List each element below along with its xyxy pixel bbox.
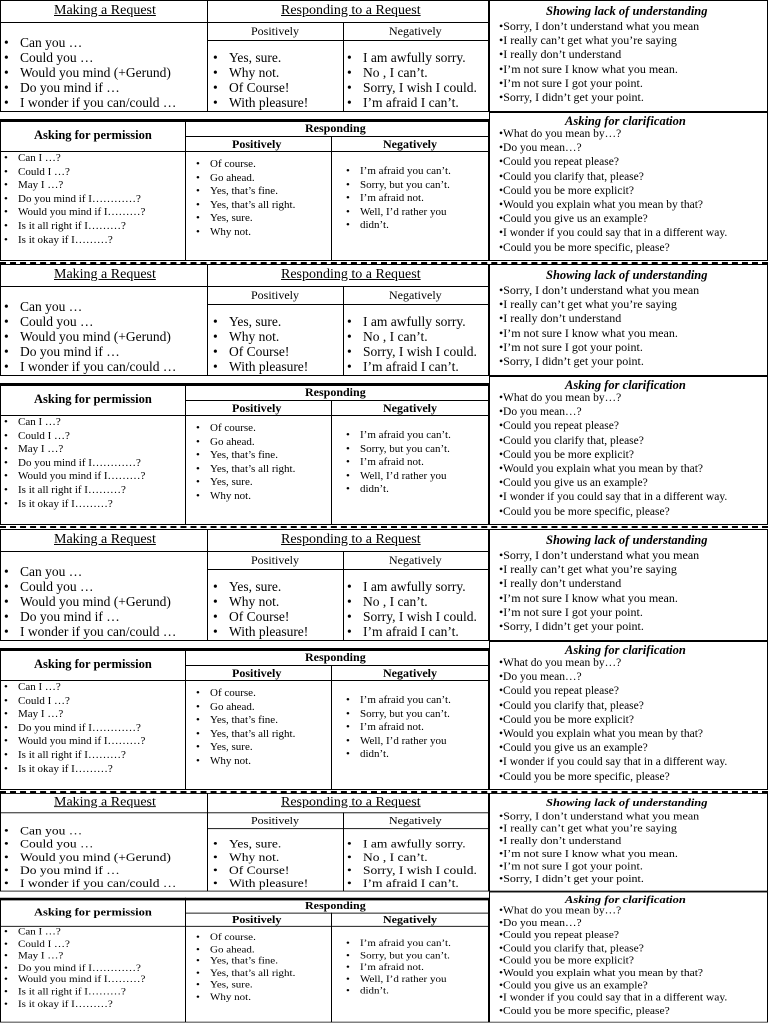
list-item: • Yes, that’s all right. [196,728,295,742]
permission-negative-list [346,938,451,998]
list-item: • I’m afraid you can’t. [346,165,451,179]
list-item: • Would you mind if I………? [4,206,145,220]
understanding-title: Showing lack of understanding [546,4,708,18]
list-item: • Can you … [4,564,176,579]
list-item: • Would you mind (+Gerund) [4,329,176,344]
cut-line [0,526,768,528]
list-item: • Do you mean…? [499,670,727,684]
list-item: • Can I …? [4,681,145,695]
list-item: • Would you explain what you mean by that? [499,462,727,476]
list-item: • I am awfully sorry. [347,314,477,329]
clarification-title: Asking for clarification [565,114,686,128]
list-item: • May I …? [4,951,145,963]
list-item: • Why not. [213,850,308,863]
list-item: • Is it all right if I………? [4,749,145,763]
list-item: • I really can’t get what you’re saying [499,822,699,834]
list-item: • Yes, that’s fine. [196,956,295,968]
permission-negative-list [346,694,451,762]
list-item: • May I …? [4,443,145,457]
list-item: • Could you clarify that, please? [499,170,727,184]
request-negative-list [347,50,477,110]
responding-title: Responding [305,121,366,135]
list-item: • Of course. [196,422,295,436]
list-item: • Can you … [4,824,176,837]
clarification-title: Asking for clarification [565,893,686,906]
list-item: • Do you mind if … [4,863,176,876]
negative-label: Negatively [389,814,442,827]
list-item: • I wonder if you could say that in a different way. [499,992,727,1004]
understanding-list [499,548,699,633]
list-item: • Would you explain what you mean by that? [499,198,727,212]
list-item: • No , I can’t. [347,850,477,863]
list-item: • Sorry, I don’t understand what you mean [499,810,699,822]
request-positive-list [213,579,308,639]
understanding-title: Showing lack of understanding [546,268,708,282]
list-item: • Yes, that’s fine. [196,714,295,728]
list-item: • Do you mean…? [499,917,727,929]
request-list [4,299,176,374]
list-item: • Yes, sure. [196,476,295,490]
divider [331,400,332,525]
list-item: • Could you give us an example? [499,741,727,755]
list-item: • Yes, that’s all right. [196,463,295,477]
permission-negative-list [346,429,451,497]
list-item: • Yes, sure. [213,837,308,850]
divider [185,648,186,790]
list-item: • Could you repeat please? [499,930,727,942]
permission-positive-list [196,687,295,769]
divider [0,286,489,287]
list-item: • I am awfully sorry. [347,50,477,65]
list-item: • I really don’t understand [499,47,699,61]
positive-label: Positively [251,24,300,38]
list-item: • Is it okay if I………? [4,999,145,1011]
divider [343,22,344,112]
list-item: • didn’t. [346,483,451,497]
list-item: • Could you be more explicit? [499,955,727,967]
list-item: • I’m not sure I know what you mean. [499,847,699,859]
list-item: • Could you be more explicit? [499,184,727,198]
list-item: • Sorry, I don’t understand what you mean [499,283,699,297]
request-title: Making a Request [54,532,156,547]
list-item: • I’m not sure I know what you mean. [499,326,699,340]
list-item: • I wonder if you could say that in a different way. [499,226,727,240]
request-list [4,35,176,110]
divider [185,383,186,525]
list-item: • Could I …? [4,166,145,180]
list-item: • Yes, sure. [196,741,295,755]
list-item: • Do you mind if I…………? [4,193,145,207]
negative-label: Negatively [383,137,437,151]
list-item: • didn’t. [346,986,451,998]
list-item: • I really can’t get what you’re saying [499,562,699,576]
list-item: • Yes, that’s fine. [196,185,295,199]
clarification-list [499,905,727,1017]
list-item: • Yes, that’s all right. [196,199,295,213]
divider [185,136,489,137]
list-item: • Of course. [196,932,295,944]
list-item: • May I …? [4,179,145,193]
list-item: • Can you … [4,35,176,50]
list-item: • Do you mean…? [499,405,727,419]
list-item: • I’m afraid not. [346,192,451,206]
list-item: • Of Course! [213,863,308,876]
divider [0,22,489,23]
permission-list [4,152,145,247]
list-item: • I’m afraid I can’t. [347,877,477,890]
list-item: • I’m not sure I know what you mean. [499,591,699,605]
list-item: • Could I …? [4,430,145,444]
divider [185,665,489,666]
list-item: • Could you … [4,314,176,329]
list-item: • Do you mind if … [4,609,176,624]
list-item: • I wonder if you can/could … [4,95,176,110]
negative-label: Negatively [383,401,437,415]
divider [207,304,489,305]
negative-label: Negatively [383,666,437,680]
list-item: • Would you mind if I………? [4,735,145,749]
list-item: • I’m not sure I got your point. [499,605,699,619]
list-item: • Sorry, I didn’t get your point. [499,90,699,104]
request-list [4,564,176,639]
list-item: • Is it all right if I………? [4,484,145,498]
clarification-title: Asking for clarification [565,378,686,392]
negative-label: Negatively [389,553,442,567]
list-item: • Why not. [213,329,308,344]
list-item: • Why not. [196,490,295,504]
list-item: • No , I can’t. [347,65,477,80]
clarification-title: Asking for clarification [565,643,686,657]
list-item: • didn’t. [346,219,451,233]
list-item: • Do you mind if I…………? [4,963,145,975]
positive-label: Positively [232,666,282,680]
list-item: • Can you … [4,299,176,314]
list-item: • Why not. [213,594,308,609]
divider [207,828,489,829]
negative-label: Negatively [383,913,437,926]
list-item: • Yes, that’s fine. [196,449,295,463]
list-item: • Could you be more specific, please? [499,241,727,255]
divider [331,136,332,261]
list-item: • Well, I’d rather you [346,974,451,986]
list-item: • Could you repeat please? [499,684,727,698]
permission-list [4,927,145,1011]
list-item: • Yes, sure. [213,314,308,329]
list-item: • I wonder if you can/could … [4,877,176,890]
permission-title: Asking for permission [34,392,152,406]
list-item: • Of Course! [213,80,308,95]
permission-list [4,416,145,511]
list-item: • I really can’t get what you’re saying [499,297,699,311]
positive-label: Positively [251,553,300,567]
clarification-list [499,656,727,784]
request-positive-list [213,50,308,110]
list-item: • Could you … [4,579,176,594]
responding-title: Responding [305,650,366,664]
responding-title: Responding to a Request [281,795,421,809]
list-item: • Could you be more specific, please? [499,1005,727,1017]
divider [207,264,208,376]
understanding-list [499,283,699,368]
list-item: • Would you mind if I………? [4,470,145,484]
divider [0,551,489,552]
request-negative-list [347,579,477,639]
list-item: • I’m afraid I can’t. [347,95,477,110]
divider [331,665,332,790]
list-item: • Could I …? [4,939,145,951]
list-item: • I wonder if you can/could … [4,359,176,374]
divider [207,0,208,112]
list-item: • Is it all right if I………? [4,220,145,234]
list-item: • Yes, sure. [196,212,295,226]
list-item: • Could you give us an example? [499,212,727,226]
permission-title: Asking for permission [34,905,152,918]
list-item: • I wonder if you could say that in a different way. [499,755,727,769]
list-item: • Would you mind (+Gerund) [4,65,176,80]
list-item: • I’m afraid you can’t. [346,938,451,950]
list-item: • Sorry, I wish I could. [347,609,477,624]
list-item: • I’m afraid you can’t. [346,694,451,708]
list-item: • Is it all right if I………? [4,987,145,999]
list-item: • Yes, sure. [196,980,295,992]
list-item: • Would you explain what you mean by that? [499,967,727,979]
list-item: • Could you be more explicit? [499,713,727,727]
list-item: • Sorry, I wish I could. [347,863,477,876]
divider [343,551,344,641]
list-item: • I’m not sure I know what you mean. [499,62,699,76]
understanding-list [499,810,699,885]
understanding-list [499,19,699,104]
list-item: • I really don’t understand [499,835,699,847]
divider [185,400,489,401]
request-positive-list [213,837,308,890]
list-item: • Could you clarify that, please? [499,699,727,713]
list-item: • Yes, that’s all right. [196,968,295,980]
list-item: • Would you mind (+Gerund) [4,594,176,609]
responding-title: Responding to a Request [281,267,421,282]
list-item: • Do you mind if … [4,344,176,359]
list-item: • What do you mean by…? [499,905,727,917]
permission-negative-list [346,165,451,233]
positive-label: Positively [232,913,282,926]
permission-positive-list [196,932,295,1004]
list-item: • Do you mind if I…………? [4,722,145,736]
negative-label: Negatively [389,24,442,38]
list-item: • No , I can’t. [347,329,477,344]
positive-label: Positively [251,288,300,302]
permission-positive-list [196,422,295,504]
list-item: • No , I can’t. [347,594,477,609]
negative-label: Negatively [389,288,442,302]
list-item: • Is it okay if I………? [4,234,145,248]
divider [331,913,332,1023]
list-item: • Well, I’d rather you [346,206,451,220]
list-item: • Go ahead. [196,172,295,186]
divider [0,812,489,813]
list-item: • Yes, sure. [213,579,308,594]
list-item: • Sorry, I wish I could. [347,80,477,95]
list-item: • I’m afraid not. [346,456,451,470]
request-title: Making a Request [54,795,156,809]
request-title: Making a Request [54,267,156,282]
list-item: • Would you mind if I………? [4,975,145,987]
list-item: • Could you … [4,50,176,65]
clarification-list [499,127,727,255]
list-item: • Could you … [4,837,176,850]
list-item: • Could you repeat please? [499,419,727,433]
list-item: • Could you give us an example? [499,980,727,992]
list-item: • Of course. [196,687,295,701]
list-item: • Of course. [196,158,295,172]
request-negative-list [347,314,477,374]
list-item: • With pleasure! [213,877,308,890]
list-item: • I’m afraid I can’t. [347,624,477,639]
divider [185,898,186,1023]
list-item: • Sorry, I didn’t get your point. [499,619,699,633]
list-item: • Well, I’d rather you [346,470,451,484]
request-positive-list [213,314,308,374]
list-item: • Would you mind (+Gerund) [4,850,176,863]
list-item: • I wonder if you can/could … [4,624,176,639]
list-item: • Sorry, but you can’t. [346,443,451,457]
request-list [4,824,176,890]
list-item: • Sorry, but you can’t. [346,708,451,722]
list-item: • Would you explain what you mean by that? [499,727,727,741]
list-item: • Can I …? [4,927,145,939]
list-item: • I’m not sure I got your point. [499,860,699,872]
list-item: • Could you clarify that, please? [499,434,727,448]
positive-label: Positively [251,814,300,827]
list-item: • Is it okay if I………? [4,498,145,512]
divider [185,913,489,914]
list-item: • Could you give us an example? [499,476,727,490]
list-item: • With pleasure! [213,359,308,374]
positive-label: Positively [232,401,282,415]
permission-list [4,681,145,776]
divider [185,119,186,261]
responding-title: Responding [305,385,366,399]
permission-title: Asking for permission [34,657,152,671]
list-item: • Do you mean…? [499,141,727,155]
list-item: • Of Course! [213,344,308,359]
permission-positive-list [196,158,295,240]
list-item: • Is it okay if I………? [4,763,145,777]
list-item: • I’m afraid not. [346,721,451,735]
list-item: • With pleasure! [213,624,308,639]
understanding-title: Showing lack of understanding [546,533,708,547]
list-item: • Sorry, I didn’t get your point. [499,872,699,884]
permission-title: Asking for permission [34,128,152,142]
list-item: • What do you mean by…? [499,127,727,141]
clarification-list [499,391,727,519]
list-item: • Go ahead. [196,436,295,450]
list-item: • Do you mind if … [4,80,176,95]
responding-title: Responding to a Request [281,532,421,547]
list-item: • Do you mind if I…………? [4,457,145,471]
list-item: • I really don’t understand [499,576,699,590]
list-item: • I am awfully sorry. [347,837,477,850]
list-item: • Of Course! [213,609,308,624]
list-item: • Well, I’d rather you [346,735,451,749]
list-item: • I am awfully sorry. [347,579,477,594]
list-item: • Yes, sure. [213,50,308,65]
list-item: • Why not. [196,992,295,1004]
list-item: • I wonder if you could say that in a different way. [499,490,727,504]
divider [343,286,344,376]
list-item: • I’m afraid you can’t. [346,429,451,443]
list-item: • Could you be more specific, please? [499,770,727,784]
list-item: • Can I …? [4,416,145,430]
positive-label: Positively [232,137,282,151]
list-item: • Sorry, I don’t understand what you mean [499,548,699,562]
list-item: • What do you mean by…? [499,656,727,670]
list-item: • Why not. [196,755,295,769]
list-item: • I’m afraid I can’t. [347,359,477,374]
list-item: • Sorry, I didn’t get your point. [499,354,699,368]
list-item: • Could you clarify that, please? [499,942,727,954]
request-negative-list [347,837,477,890]
understanding-title: Showing lack of understanding [546,796,708,809]
divider [207,793,208,892]
responding-title: Responding to a Request [281,3,421,18]
divider [207,569,489,570]
list-item: • Go ahead. [196,701,295,715]
list-item: • Go ahead. [196,944,295,956]
list-item: • didn’t. [346,748,451,762]
list-item: • I’m not sure I got your point. [499,340,699,354]
list-item: • I’m not sure I got your point. [499,76,699,90]
list-item: • Could you repeat please? [499,155,727,169]
list-item: • What do you mean by…? [499,391,727,405]
list-item: • Sorry, but you can’t. [346,950,451,962]
list-item: • I really don’t understand [499,311,699,325]
list-item: • Could you be more explicit? [499,448,727,462]
divider [207,529,208,641]
list-item: • Could I …? [4,695,145,709]
request-title: Making a Request [54,3,156,18]
list-item: • I really can’t get what you’re saying [499,33,699,47]
list-item: • Sorry, I wish I could. [347,344,477,359]
list-item: • With pleasure! [213,95,308,110]
list-item: • I’m afraid not. [346,962,451,974]
list-item: • Why not. [213,65,308,80]
list-item: • May I …? [4,708,145,722]
list-item: • Sorry, I don’t understand what you mean [499,19,699,33]
divider [207,40,489,41]
list-item: • Why not. [196,226,295,240]
divider [343,812,344,891]
list-item: • Can I …? [4,152,145,166]
list-item: • Could you be more specific, please? [499,505,727,519]
responding-title: Responding [305,899,366,912]
list-item: • Sorry, but you can’t. [346,179,451,193]
